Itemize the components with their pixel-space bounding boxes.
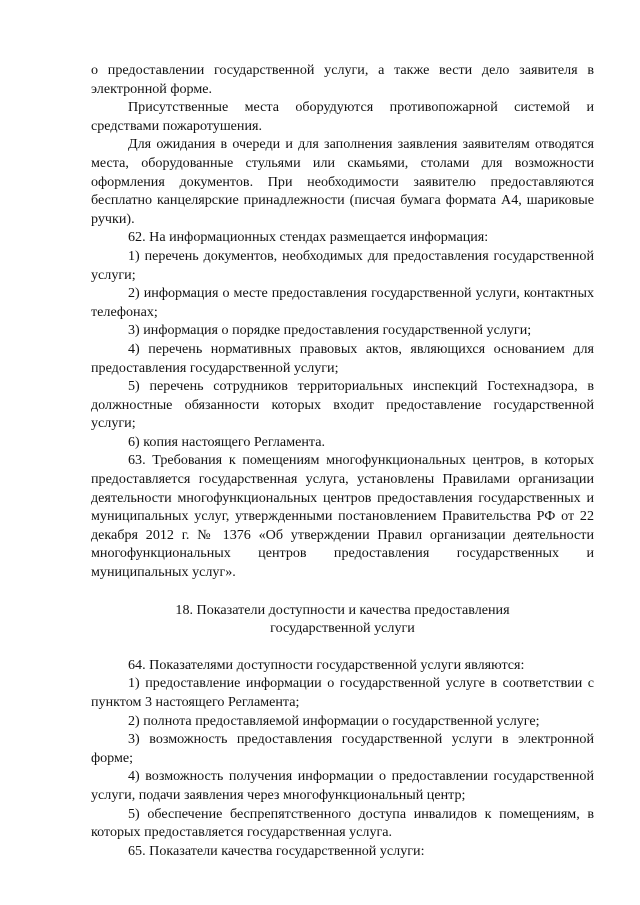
paragraph: Присутственные места оборудуются противопожарной системой и средствами пожаротушения. [91,99,594,134]
list-item: 5) перечень сотрудников территориальных инспекций Гостехнадзора, в должностные обязанности которых входит предоставление государственной услуги; [91,378,594,432]
paragraph-item-65: 65. Показатели качества государственной услуги: [128,842,425,859]
list-item: 6) копия настоящего Регламента. [128,433,326,450]
list-item: 4) возможность получения информации о предоставлении государственной услуги, подачи заявления через многофункциональный центр; [91,768,594,803]
list-item: 5) обеспечение беспрепятственного доступа инвалидов к помещениям, в которых предоставляется государственная услуга. [91,805,594,841]
section-heading [91,601,594,638]
paragraph-item-62: 62. На информационных стендах размещается информация: [128,229,489,246]
list-item: 2) информация о месте предоставления государственной услуги, контактных телефонах; [91,285,594,320]
section-heading-line: 18. Показатели доступности и качества предоставления [175,601,510,618]
paragraph-item-64: 64. Показателями доступности государственной услуги являются: [128,656,525,673]
list-item: 4) перечень нормативных правовых актов, являющихся основанием для предоставления государственной услуги; [91,340,594,376]
paragraph-item-63: 63. Требования к помещениям многофункциональных центров, в которых предоставляется государственная услуга, установлены Правилами организации деятельности многофункциональных центров предоставления государственных и муниципальных услуг, утвержденными постановлением Правительства РФ от 22 декабря 2012 г. № 1376 «Об утверждении Правил организации деятельности многофункциональных центров предоставления государственных и муниципальных услуг». [91,452,594,581]
section-heading-line: государственной услуги [270,620,415,637]
list-item: 1) предоставление информации о государственной услуге в соответствии с пунктом 3 настоящего Регламента; [91,675,594,710]
paragraph: о предоставлении государственной услуги, а также вести дело заявителя в электронной форме. [91,62,594,97]
list-item: 3) информация о порядке предоставления государственной услуги; [128,322,532,339]
document-page [91,61,594,860]
list-item: 3) возможность предоставления государственной услуги в электронной форме; [91,731,594,766]
list-item: 1) перечень документов, необходимых для предоставления государственной услуги; [91,247,594,283]
paragraph: Для ожидания в очереди и для заполнения заявления заявителям отводятся места, оборудованные стульями или скамьями, столами для возможности оформления документов. При необходимости заявителю предоставляются бесплатно канцелярские принадлежности (писчая бумага формата А4, шариковые ручки). [91,136,594,227]
list-item: 2) полнота предоставляемой информации о государственной услуге; [128,712,540,729]
